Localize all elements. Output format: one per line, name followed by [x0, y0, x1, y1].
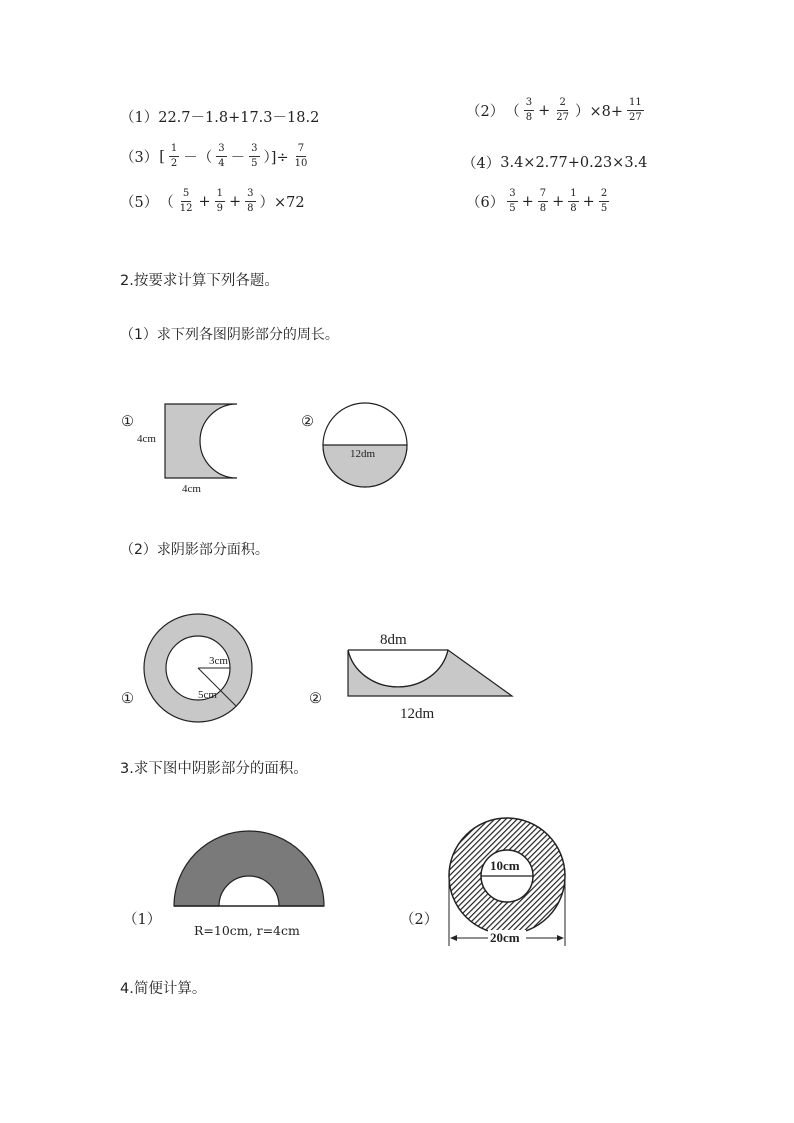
section-2-sub1: （1）求下列各图阴影部分的周长。 — [120, 327, 339, 343]
fraction — [249, 144, 259, 169]
operator: + — [198, 193, 211, 210]
problem-3 — [120, 144, 312, 169]
denominator: 2 — [170, 158, 178, 169]
section-4-title: 4.简便计算。 — [120, 981, 207, 997]
numerator: 2 — [599, 189, 609, 202]
operator: + — [538, 102, 551, 119]
fraction — [507, 189, 517, 214]
operator: ）]÷ — [263, 150, 289, 166]
fraction — [169, 144, 179, 169]
problem-2 — [466, 98, 647, 123]
paren-open: （ — [505, 104, 520, 120]
denominator: 4 — [218, 158, 225, 169]
denominator: 5 — [600, 203, 608, 214]
bottom-label: 12dm — [400, 706, 435, 722]
denominator: 27 — [556, 112, 569, 123]
fraction — [538, 189, 548, 214]
shaded-region — [165, 404, 237, 478]
numerator: 3 — [524, 98, 534, 111]
problem-5 — [120, 189, 306, 214]
bracket-open: [ — [159, 148, 165, 165]
side-label: 4cm — [137, 433, 156, 445]
problem-4 — [462, 152, 647, 173]
fraction — [178, 189, 195, 214]
top-label: 8dm — [380, 632, 407, 648]
numerator: 1 — [169, 144, 179, 157]
fig-3-1-caption: R=10cm, r=4cm — [194, 923, 300, 938]
fig-2-3-number: ① — [121, 691, 134, 707]
denominator: 10 — [294, 158, 308, 169]
fraction — [216, 144, 226, 169]
numerator: 7 — [538, 189, 548, 202]
shaded-region — [348, 650, 512, 696]
operator: + — [582, 193, 595, 210]
fraction — [568, 189, 578, 214]
outer-radius-label: 5cm — [198, 689, 217, 701]
fig-2-1-number: ① — [121, 414, 134, 430]
fraction — [524, 98, 534, 123]
denominator: 9 — [216, 203, 223, 214]
numerator: 3 — [249, 144, 259, 157]
denominator: 8 — [525, 112, 533, 123]
fraction — [599, 189, 609, 214]
problem-1 — [120, 106, 319, 127]
operator: －（ — [183, 150, 213, 166]
fraction — [554, 98, 571, 123]
numerator: 1 — [568, 189, 578, 202]
denominator: 5 — [509, 203, 516, 214]
section-2-title: 2.按要求计算下列各题。 — [120, 273, 279, 289]
numerator: 3 — [507, 189, 517, 202]
problem-3-label: （3） — [120, 150, 159, 166]
paren-open: （ — [159, 195, 174, 211]
fig-3-1-number: （1） — [123, 912, 162, 928]
problem-1-expr: 22.7－1.8+17.3－18.2 — [158, 110, 320, 126]
fraction — [245, 189, 255, 214]
problem-6 — [466, 189, 612, 214]
bottom-label: 4cm — [182, 483, 201, 495]
arrow-left — [450, 935, 457, 941]
operator: + — [229, 193, 242, 210]
trapezoid-semicircle-figure — [330, 628, 516, 726]
problem-2-label: （2） — [466, 104, 505, 120]
numerator: 2 — [557, 98, 567, 111]
problem-6-label: （6） — [466, 195, 505, 211]
shaded-region — [174, 831, 324, 906]
denominator: 5 — [251, 158, 258, 169]
section-3-title: 3.求下图中阴影部分的面积。 — [120, 761, 308, 777]
denominator: 8 — [570, 203, 577, 214]
section-2-sub2: （2）求阴影部分面积。 — [120, 542, 269, 558]
annulus-figure — [140, 612, 260, 724]
numerator: 7 — [296, 144, 306, 157]
problem-4-expr: 3.4×2.77+0.23×3.4 — [500, 154, 648, 171]
fraction — [215, 189, 225, 214]
fig-2-4-number: ② — [309, 691, 322, 707]
numerator: 3 — [216, 144, 226, 157]
inner-radius-label: 3cm — [209, 655, 228, 667]
outer-diameter-label: 20cm — [490, 930, 520, 945]
problem-1-label: （1） — [120, 110, 159, 126]
arrow-right — [557, 935, 564, 941]
fraction — [293, 144, 310, 169]
numerator: 5 — [181, 189, 191, 202]
numerator: 11 — [627, 98, 644, 111]
numerator: 1 — [215, 189, 225, 202]
hatched-annulus-figure — [446, 816, 570, 950]
fig-2-2-number: ② — [301, 414, 314, 430]
diameter-label: 12dm — [350, 448, 376, 460]
fig-3-2-number: （2） — [400, 912, 439, 928]
denominator: 12 — [179, 203, 193, 214]
half-circle-figure — [318, 400, 413, 492]
numerator: 3 — [245, 189, 255, 202]
problem-4-label: （4） — [462, 156, 501, 172]
operator: + — [552, 193, 565, 210]
half-annulus-figure — [170, 826, 328, 910]
fraction — [627, 98, 644, 123]
operator: + — [521, 193, 534, 210]
operator: ）×72 — [259, 195, 305, 211]
denominator: 27 — [629, 112, 642, 123]
problem-5-label: （5） — [120, 195, 159, 211]
square-semicircle-figure — [135, 400, 245, 495]
operator: － — [230, 150, 246, 166]
denominator: 8 — [539, 203, 547, 214]
denominator: 8 — [247, 203, 254, 214]
operator: ）×8+ — [575, 104, 624, 120]
inner-diameter-label: 10cm — [490, 858, 520, 873]
